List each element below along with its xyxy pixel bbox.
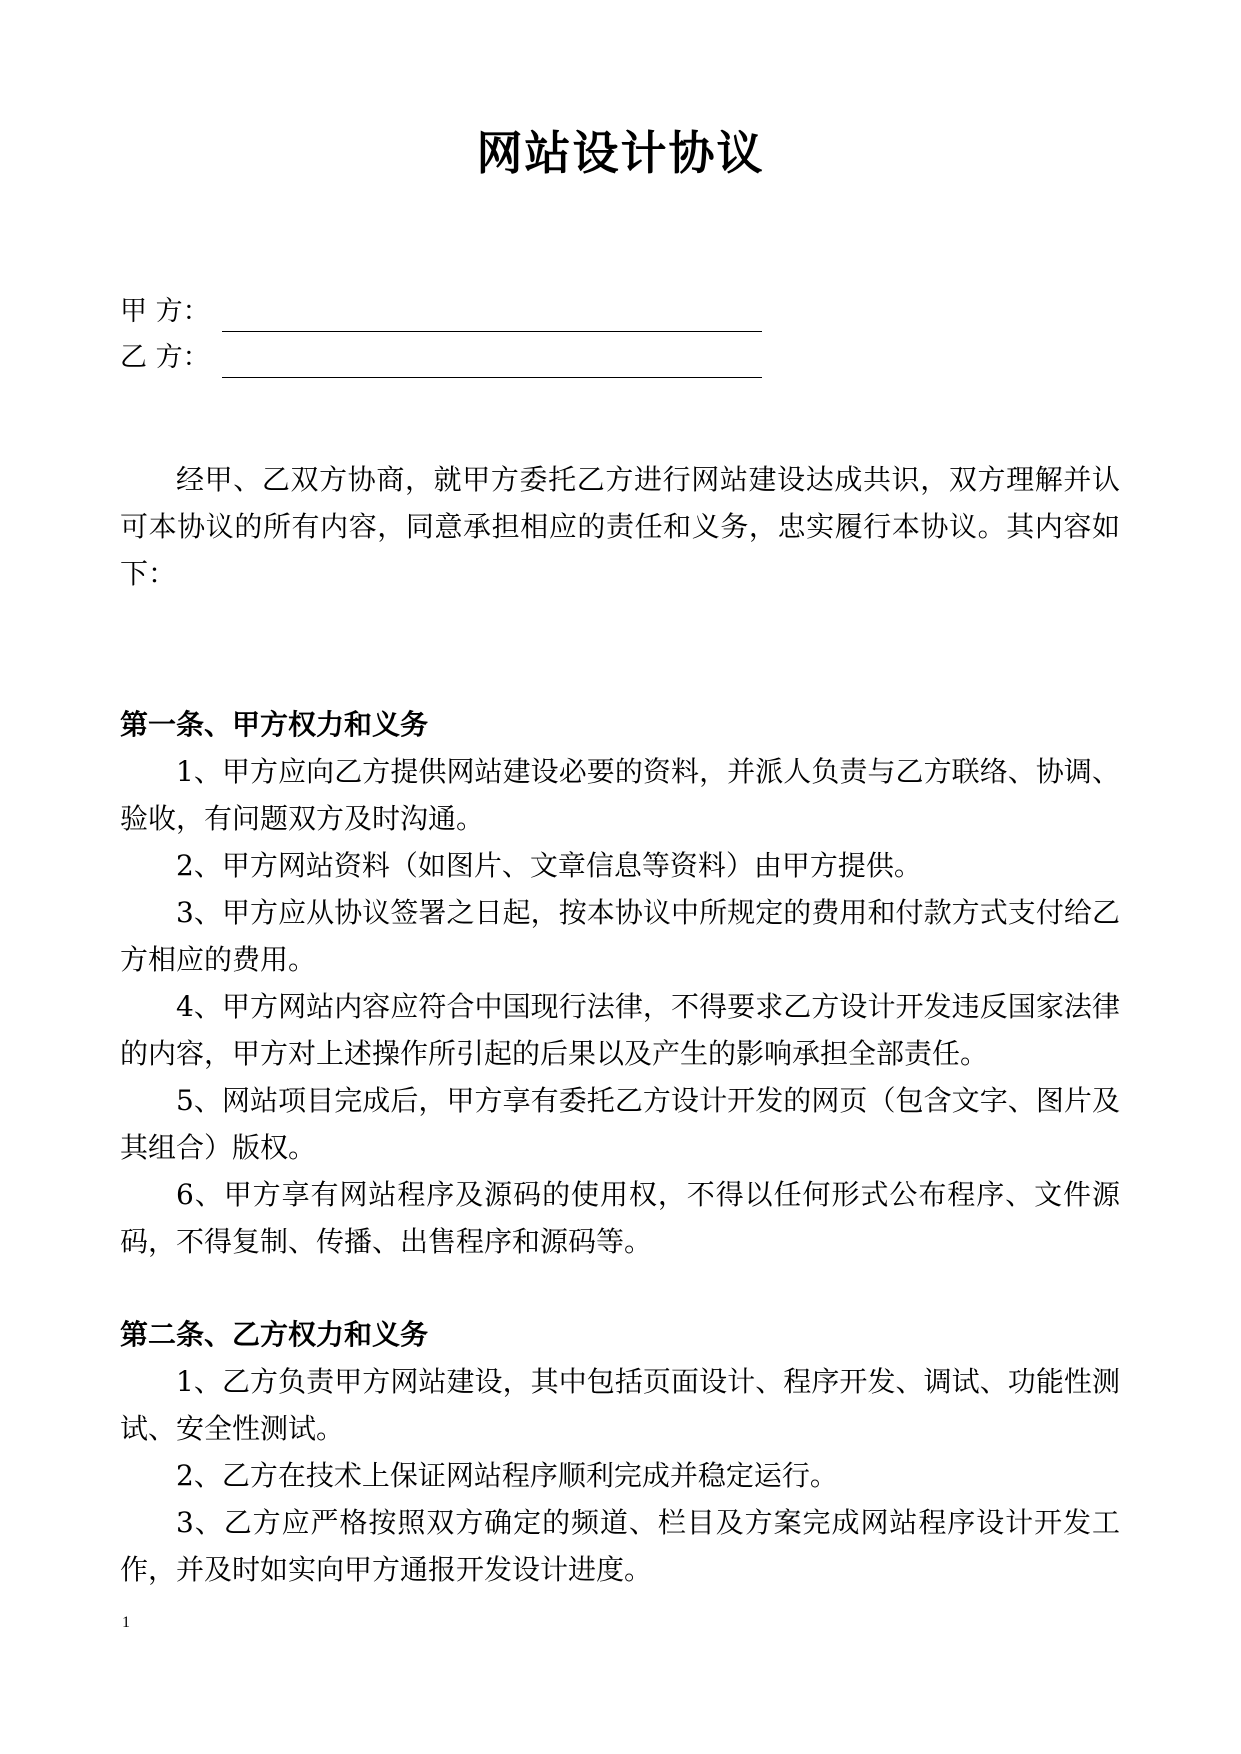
section-2-item: 1、乙方负责甲方网站建设，其中包括页面设计、程序开发、调试、功能性测试、安全性测试。 <box>120 1365 1120 1445</box>
intro-paragraph: 经甲、乙双方协商，就甲方委托乙方进行网站建设达成共识，双方理解并认可本协议的所有内容，同意承担相应的责任和义务，忠实履行本协议。其内容如下： <box>120 463 1120 590</box>
party-a-row <box>120 292 820 332</box>
party-b-blank-line <box>222 347 762 378</box>
section-1-item: 3、甲方应从协议签署之日起，按本协议中所规定的费用和付款方式支付给乙方相应的费用。 <box>120 896 1120 976</box>
section-1-item: 5、网站项目完成后，甲方享有委托乙方设计开发的网页（包含文字、图片及其组合）版权。 <box>120 1084 1120 1164</box>
document-title: 网站设计协议 <box>476 126 765 180</box>
section-1-item: 4、甲方网站内容应符合中国现行法律，不得要求乙方设计开发违反国家法律的内容，甲方对上述操作所引起的后果以及产生的影响承担全部责任。 <box>120 990 1120 1070</box>
section-1-item: 6、甲方享有网站程序及源码的使用权，不得以任何形式公布程序、文件源码，不得复制、传播、出售程序和源码等。 <box>120 1178 1120 1258</box>
section-1-item: 2、甲方网站资料（如图片、文章信息等资料）由甲方提供。 <box>176 849 922 882</box>
section-2-item: 3、乙方应严格按照双方确定的频道、栏目及方案完成网站程序设计开发工作，并及时如实向甲方通报开发设计进度。 <box>120 1506 1120 1586</box>
party-b-row <box>120 338 820 378</box>
section-1-heading: 第一条、甲方权力和义务 <box>120 708 429 741</box>
section-1-item: 1、甲方应向乙方提供网站建设必要的资料，并派人负责与乙方联络、协调、验收，有问题双方及时沟通。 <box>120 755 1120 835</box>
document-body <box>120 456 1120 1593</box>
page-number: 1 <box>122 1614 130 1631</box>
party-a-blank-line <box>222 301 762 332</box>
section-2-item: 2、乙方在技术上保证网站程序顺利完成并稳定运行。 <box>176 1459 838 1492</box>
section-spacer <box>120 1265 1120 1311</box>
section-2-heading: 第二条、乙方权力和义务 <box>120 1318 429 1351</box>
party-b-label: 乙 方： <box>120 342 210 373</box>
party-a-label: 甲 方： <box>120 296 210 327</box>
